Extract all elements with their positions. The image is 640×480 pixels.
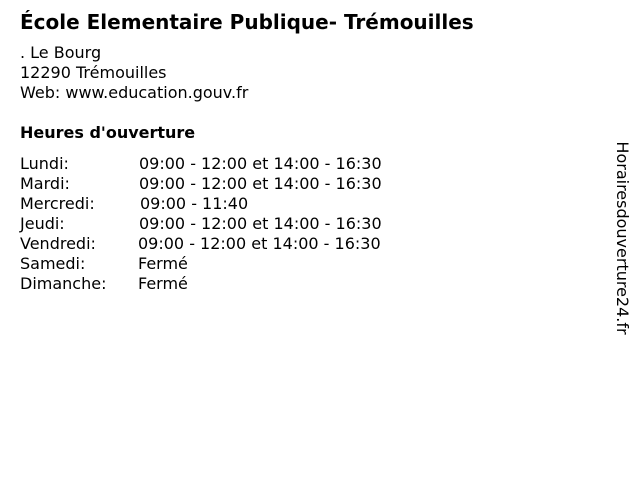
- day-label: Lundi:: [20, 154, 69, 173]
- day-label: Jeudi:: [20, 214, 65, 233]
- address-street: . Le Bourg: [20, 43, 102, 62]
- time-range: 09:00 - 12:00 et 14:00 - 16:30: [139, 174, 382, 193]
- time-range: Fermé: [138, 274, 188, 293]
- time-range: 09:00 - 11:40: [140, 194, 249, 213]
- day-label: Mercredi:: [20, 194, 95, 213]
- time-range: 09:00 - 12:00 et 14:00 - 16:30: [138, 234, 381, 253]
- opening-hours-heading: Heures d'ouverture: [20, 123, 196, 142]
- day-label: Samedi:: [20, 254, 86, 273]
- time-range: Fermé: [138, 254, 188, 273]
- address-city: 12290 Trémouilles: [20, 63, 167, 82]
- site-watermark: Horairesdouverture24.fr: [613, 141, 632, 335]
- day-label: Dimanche:: [20, 274, 107, 293]
- place-title: École Elementaire Publique- Trémouilles: [20, 10, 474, 34]
- day-label: Mardi:: [20, 174, 70, 193]
- day-label: Vendredi:: [20, 234, 96, 253]
- website-line: Web: www.education.gouv.fr: [20, 83, 249, 102]
- time-range: 09:00 - 12:00 et 14:00 - 16:30: [139, 154, 382, 173]
- time-range: 09:00 - 12:00 et 14:00 - 16:30: [139, 214, 382, 233]
- address-block: [20, 43, 248, 103]
